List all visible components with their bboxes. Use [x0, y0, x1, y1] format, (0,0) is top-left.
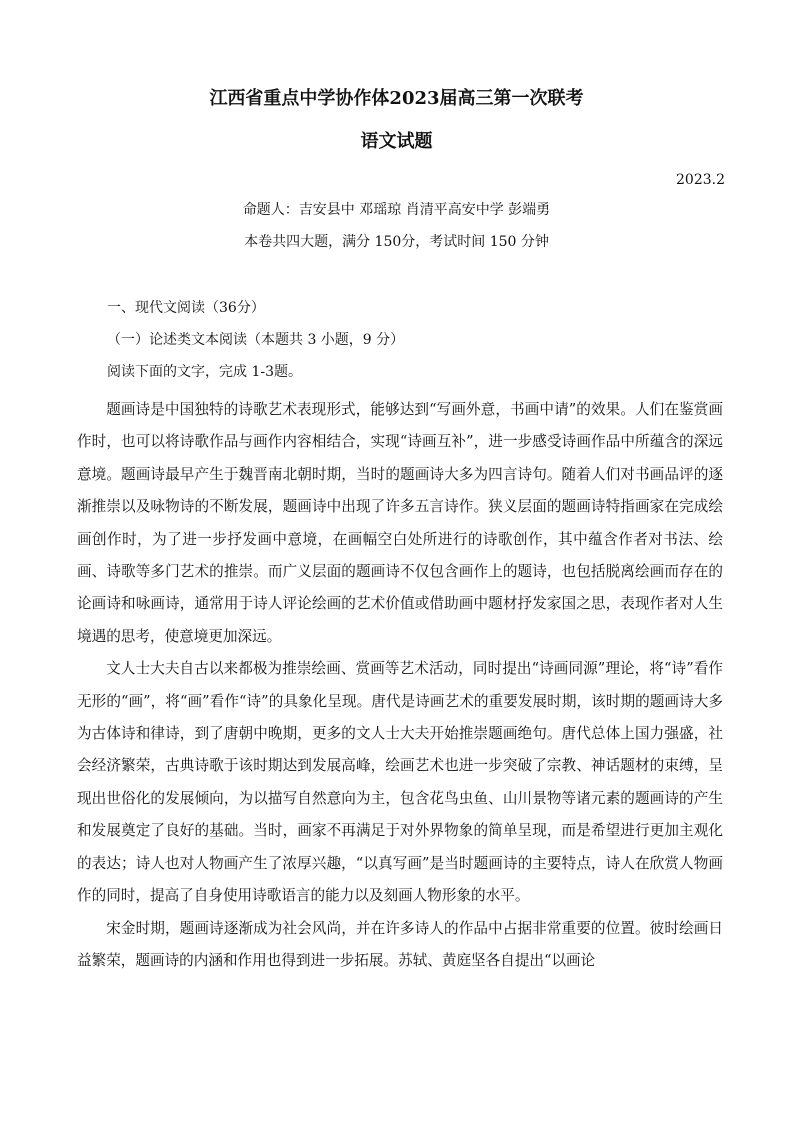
exam-subject: 语文试题 — [360, 131, 433, 152]
section-subheading: （一）论述类文本阅读（本题共 3 小题，9 分） — [107, 332, 405, 348]
exam-authors: 命题人：吉安县中 邓瑶琼 肖清平高安中学 彭端勇 — [242, 202, 551, 218]
passage-paragraph-3: 宋金时期，题画诗逐渐成为社会风尚，并在许多诗人的作品中占据非常重要的位置。彼时绘画日益繁荣，题画诗的内涵和作用也得到进一步拓展。苏轼、黄庭坚各自提出“以画论 — [77, 919, 723, 969]
reading-instruction: 阅读下面的文字，完成 1-3题。 — [107, 364, 302, 380]
passage-paragraph-1: 题画诗是中国独特的诗歌艺术表现形式，能够达到“写画外意，书画中请”的效果。人们在鉴赏画作时，也可以将诗歌作品与画作内容相结合，实现“诗画互补”，进一步感受诗画作品中所蕴含的深远意境。题画诗最早产生于魏晋南北朝时期，当时的题画诗大多为四言诗句。随着人们对书画品评的逐渐推崇以及咏物诗的不断发展，题画诗中出现了许多五言诗作。狭义层面的题画诗特指画家在完成绘画创作时，为了进一步抒发画中意境，在画幅空白处所进行的诗歌创作，其中蕴含作者对书法、绘画、诗歌等多门艺术的推崇。而广义层面的题画诗不仅包含画作上的题诗，也包括脱离绘画而存在的论画诗和咏画诗，通常用于诗人评论绘画的艺术价值或借助画中题材抒发家国之思，表现作者对人生境遇的思考，使意境更加深远。 — [77, 401, 723, 645]
passage-paragraph-2: 文人士大夫自古以来都极为推崇绘画、赏画等艺术活动，同时提出“诗画同源”理论，将“诗”看作无形的“画”，将“画”看作“诗”的具象化呈现。唐代是诗画艺术的重要发展时期，该时期的题画诗大多为古体诗和律诗，到了唐朝中晚期，更多的文人士大夫开始推崇题画绝句。唐代总体上国力强盛，社会经济繁荣，古典诗歌于该时期达到发展高峰，绘画艺术也进一步突破了宗教、神话题材的束缚，呈现出世俗化的发展倾向，为以描写自然意向为主，包含花鸟虫鱼、山川景物等诸元素的题画诗的产生和发展奠定了良好的基础。当时，画家不再满足于对外界物象的简单呈现，而是希望进行更加主观化的表达；诗人也对人物画产生了浓厚兴趣，“以真写画”是当时题画诗的主要特点，诗人在欣赏人物画作的同时，提高了自身使用诗歌语言的能力以及刻画人物形象的水平。 — [77, 660, 723, 905]
exam-date: 2023.2 — [676, 172, 725, 188]
exam-info: 本卷共四大题，满分 150分，考试时间 150 分钟 — [244, 234, 549, 250]
exam-title: 江西省重点中学协作体2023届高三第一次联考 — [209, 88, 584, 109]
section-heading: 一、现代文阅读（36分） — [107, 300, 265, 316]
reading-passage — [77, 394, 723, 977]
